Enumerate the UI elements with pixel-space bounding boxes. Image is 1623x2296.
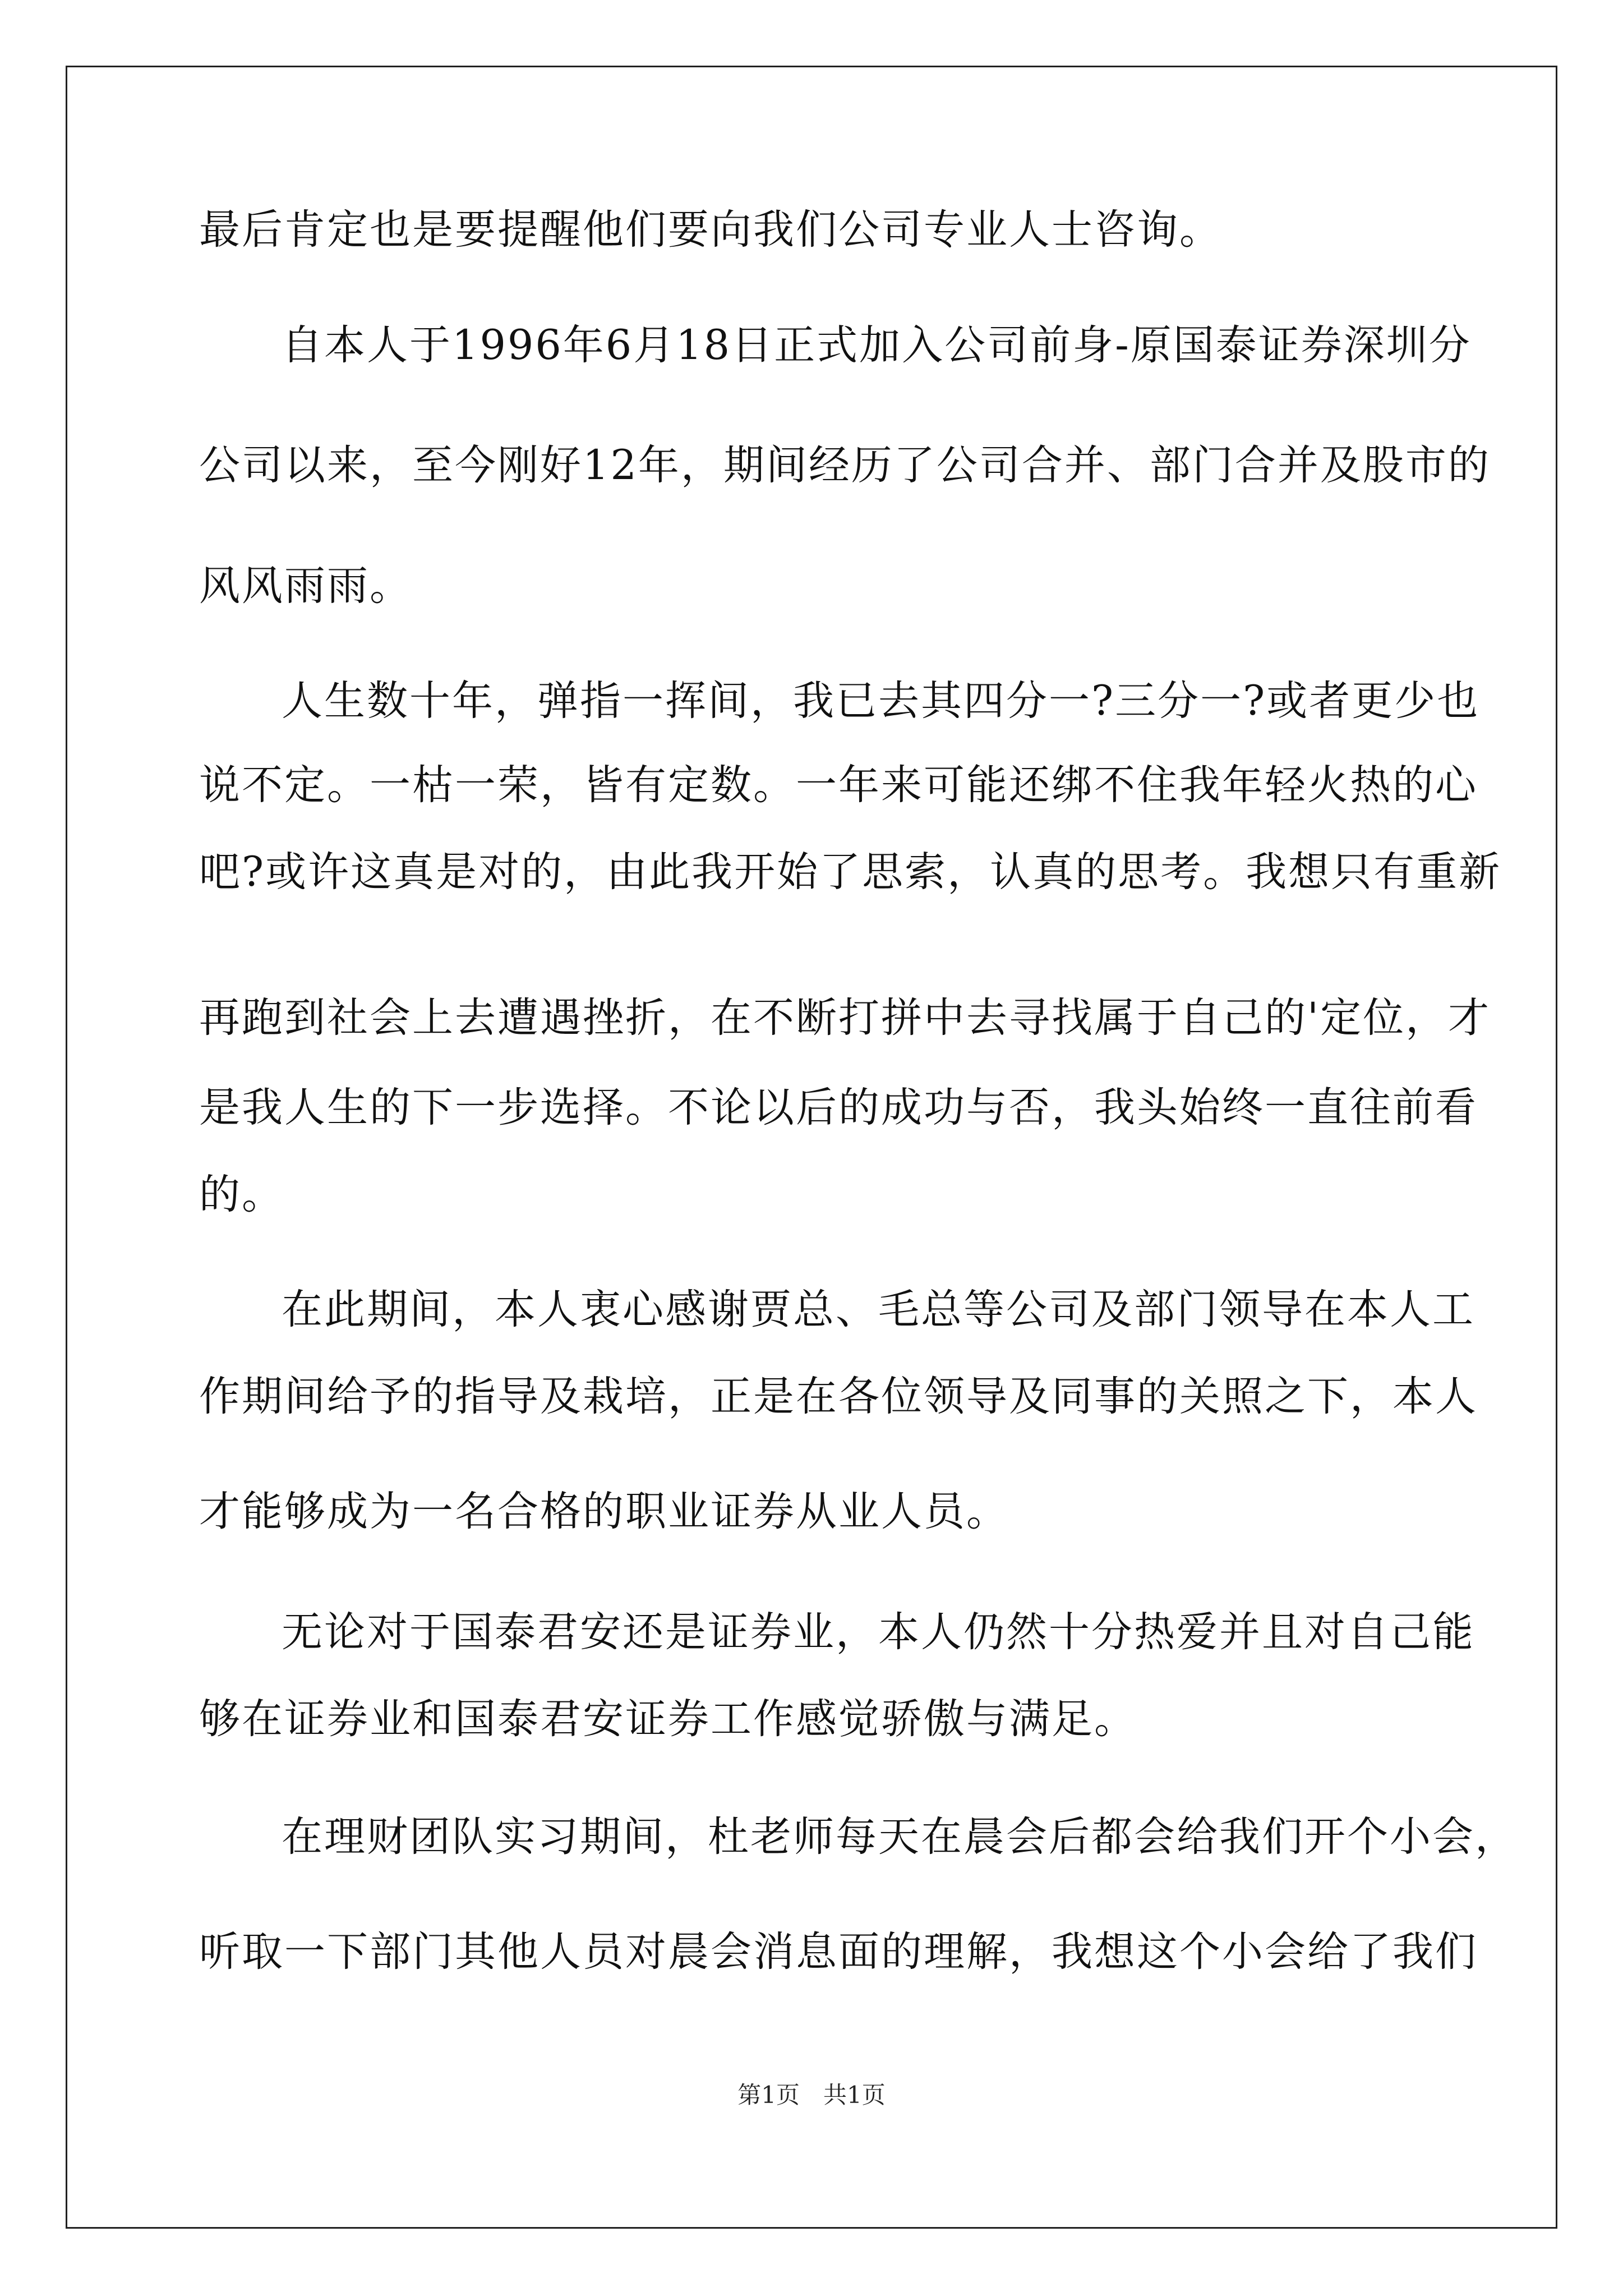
text-line: 自本人于1996年6月18日正式加入公司前身-原国泰证券深圳分 [282, 321, 1472, 369]
text-line: 作期间给予的指导及栽培，正是在各位领导及同事的关照之下，本人 [199, 1373, 1478, 1420]
text-line: 够在证券业和国泰君安证券工作感觉骄傲与满足。 [199, 1695, 1137, 1743]
text-line: 风风雨雨。 [199, 562, 412, 610]
text-line: 人生数十年，弹指一挥间，我已去其四分一?三分一?或者更少也 [282, 677, 1480, 725]
text-line: 再跑到社会上去遭遇挫折，在不断打拼中去寻找属于自己的'定位，才 [199, 994, 1491, 1042]
text-line: 才能够成为一名合格的职业证券从业人员。 [199, 1488, 1009, 1535]
page-number-footer: 第1页 共1页 [737, 2081, 886, 2109]
text-line: 最后肯定也是要提醒他们要向我们公司专业人士咨询。 [199, 206, 1222, 254]
text-line: 是我人生的下一步选择。不论以后的成功与否，我头始终一直往前看 [199, 1084, 1478, 1131]
text-line: 听取一下部门其他人员对晨会消息面的理解，我想这个小会给了我们 [199, 1928, 1478, 1976]
text-line: 吧?或许这真是对的，由此我开始了思索，认真的思考。我想只有重新 [199, 848, 1502, 896]
text-line: 公司以来，至今刚好12年，期间经历了公司合并、部门合并及股市的 [199, 441, 1491, 489]
text-line: 在此期间，本人衷心感谢贾总、毛总等公司及部门领导在本人工 [282, 1286, 1475, 1333]
text-line: 的。 [199, 1171, 284, 1218]
text-line: 在理财团队实习期间，杜老师每天在晨会后都会给我们开个小会， [282, 1813, 1518, 1861]
text-line: 无论对于国泰君安还是证券业，本人仍然十分热爱并且对自己能 [282, 1608, 1475, 1656]
page-border [66, 66, 1557, 2229]
text-line: 说不定。一枯一荣，皆有定数。一年来可能还绑不住我年轻火热的心 [199, 761, 1478, 809]
